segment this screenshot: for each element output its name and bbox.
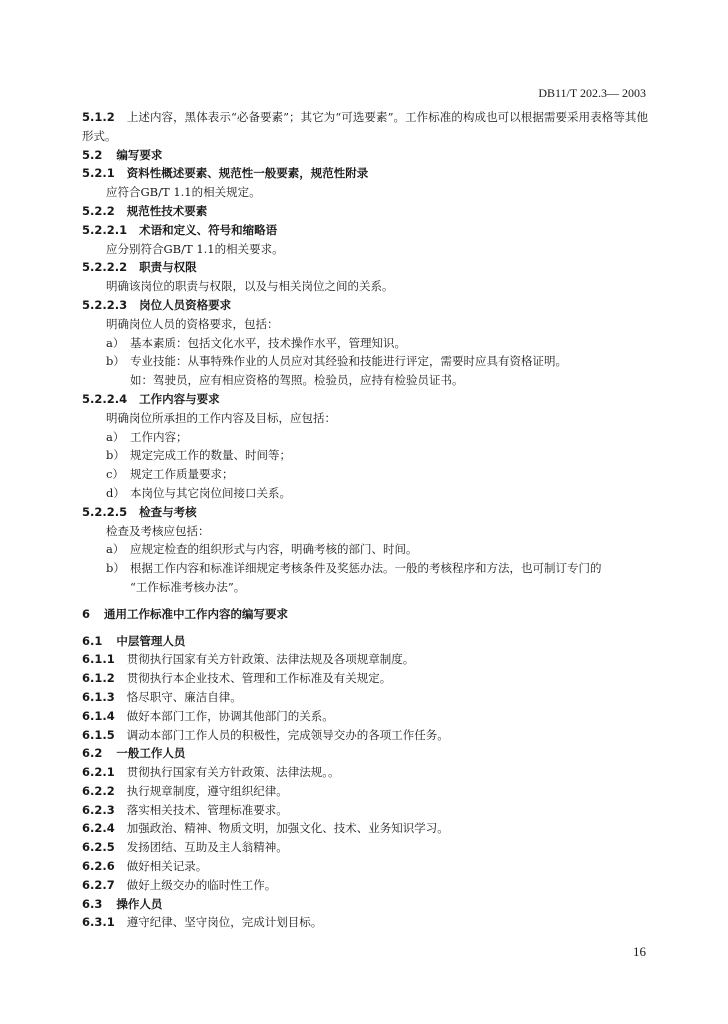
list-item: b） 专业技能：从事特殊作业的人员应对其经验和技能进行评定，需要时应具有资格证明。	[106, 354, 567, 369]
clause-5-2-1-heading: 5.2.1 资料性概述要素、规范性一般要素，规范性附录	[82, 166, 369, 181]
clause-5-2-2-5-heading: 5.2.2.5 检查与考核	[82, 504, 197, 519]
clause-6-1-4: 6.1.4 做好本部门工作，协调其他部门的关系。	[82, 708, 334, 723]
document-body	[82, 108, 648, 932]
clause-6-1-2: 6.1.2 贯彻执行本企业技术、管理和工作标准及有关规定。	[82, 671, 392, 686]
paragraph: 应符合GB/T 1.1的相关规定。	[106, 185, 261, 200]
clause-5-2-2-2-heading: 5.2.2.2 职责与权限	[82, 260, 197, 275]
clause-5-2-2-3-heading: 5.2.2.3 岗位人员资格要求	[82, 297, 232, 312]
clause-6-3-1: 6.3.1 遵守纪律、坚守岗位，完成计划目标。	[82, 915, 323, 930]
clause-5-2-2-1-heading: 5.2.2.1 术语和定义、符号和缩略语	[82, 222, 278, 237]
clause-5-2-2-heading: 5.2.2 规范性技术要素	[82, 203, 208, 218]
section-6-2-heading: 6.2 一般工作人员	[82, 746, 186, 761]
document-code: DB11/T 202.3— 2003	[538, 86, 646, 100]
clause-5-2-2-4-heading: 5.2.2.4 工作内容与要求	[82, 391, 220, 406]
chapter-6-heading: 6 通用工作标准中工作内容的编写要求	[82, 606, 289, 621]
list-item: d） 本岗位与其它岗位间接口关系。	[106, 485, 291, 500]
clause-6-2-3: 6.2.3 落实相关技术、管理标准要求。	[82, 802, 288, 817]
section-6-3-heading: 6.3 操作人员	[82, 896, 163, 911]
list-item: b） 根据工作内容和标准详细规定考核条件及奖惩办法。一般的考核程序和方法，也可制订专门的	[106, 561, 602, 576]
paragraph: 应分别符合GB/T 1.1的相关要求。	[106, 241, 284, 256]
list-item: a） 基本素质：包括文化水平，技术操作水平，管理知识。	[106, 335, 406, 350]
list-item: a） 工作内容；	[106, 429, 188, 444]
clause-6-2-1: 6.2.1 贯彻执行国家有关方针政策、法律法规。。	[82, 765, 340, 780]
clause-6-2-2: 6.2.2 执行规章制度，遵守组织纪律。	[82, 783, 288, 798]
clause-6-2-6: 6.2.6 做好相关记录。	[82, 859, 208, 874]
clause-6-1-3: 6.1.3 恪尽职守、廉洁自律。	[82, 689, 242, 704]
clause-5-1-2: 5.1.2 上述内容，黑体表示“必备要素”；其它为“可选要素”。工作标准的构成也可以根据需要采用表格等其他形式。	[82, 110, 648, 143]
list-continuation: 如：驾驶员，应有相应资格的驾照。检验员，应持有检验员证书。	[130, 373, 464, 388]
clause-6-2-5: 6.2.5 发扬团结、互助及主人翁精神。	[82, 840, 288, 855]
section-6-1-heading: 6.1 中层管理人员	[82, 633, 186, 648]
paragraph: 明确该岗位的职责与权限，以及与相关岗位之间的关系。	[106, 279, 394, 294]
paragraph: 检查及考核应包括：	[106, 523, 210, 538]
clause-6-2-4: 6.2.4 加强政治、精神、物质文明，加强文化、技术、业务知识学习。	[82, 821, 449, 836]
paragraph: 明确岗位人员的资格要求，包括：	[106, 316, 279, 331]
section-5-2-heading: 5.2 编写要求	[82, 147, 163, 162]
clause-6-1-1: 6.1.1 贯彻执行国家有关方针政策、法律法规及各项规章制度。	[82, 652, 415, 667]
list-item: c） 规定工作质量要求；	[106, 467, 234, 482]
list-item: b） 规定完成工作的数量、时间等；	[106, 448, 291, 463]
list-continuation: “工作标准考核办法”。	[130, 579, 246, 594]
page-number: 16	[633, 944, 646, 959]
clause-6-2-7: 6.2.7 做好上级交办的临时性工作。	[82, 877, 277, 892]
paragraph: 明确岗位所承担的工作内容及目标，应包括：	[106, 410, 336, 425]
clause-6-1-5: 6.1.5 调动本部门工作人员的积极性，完成领导交办的各项工作任务。	[82, 727, 449, 742]
list-item: a） 应规定检查的组织形式与内容，明确考核的部门、时间。	[106, 542, 418, 557]
